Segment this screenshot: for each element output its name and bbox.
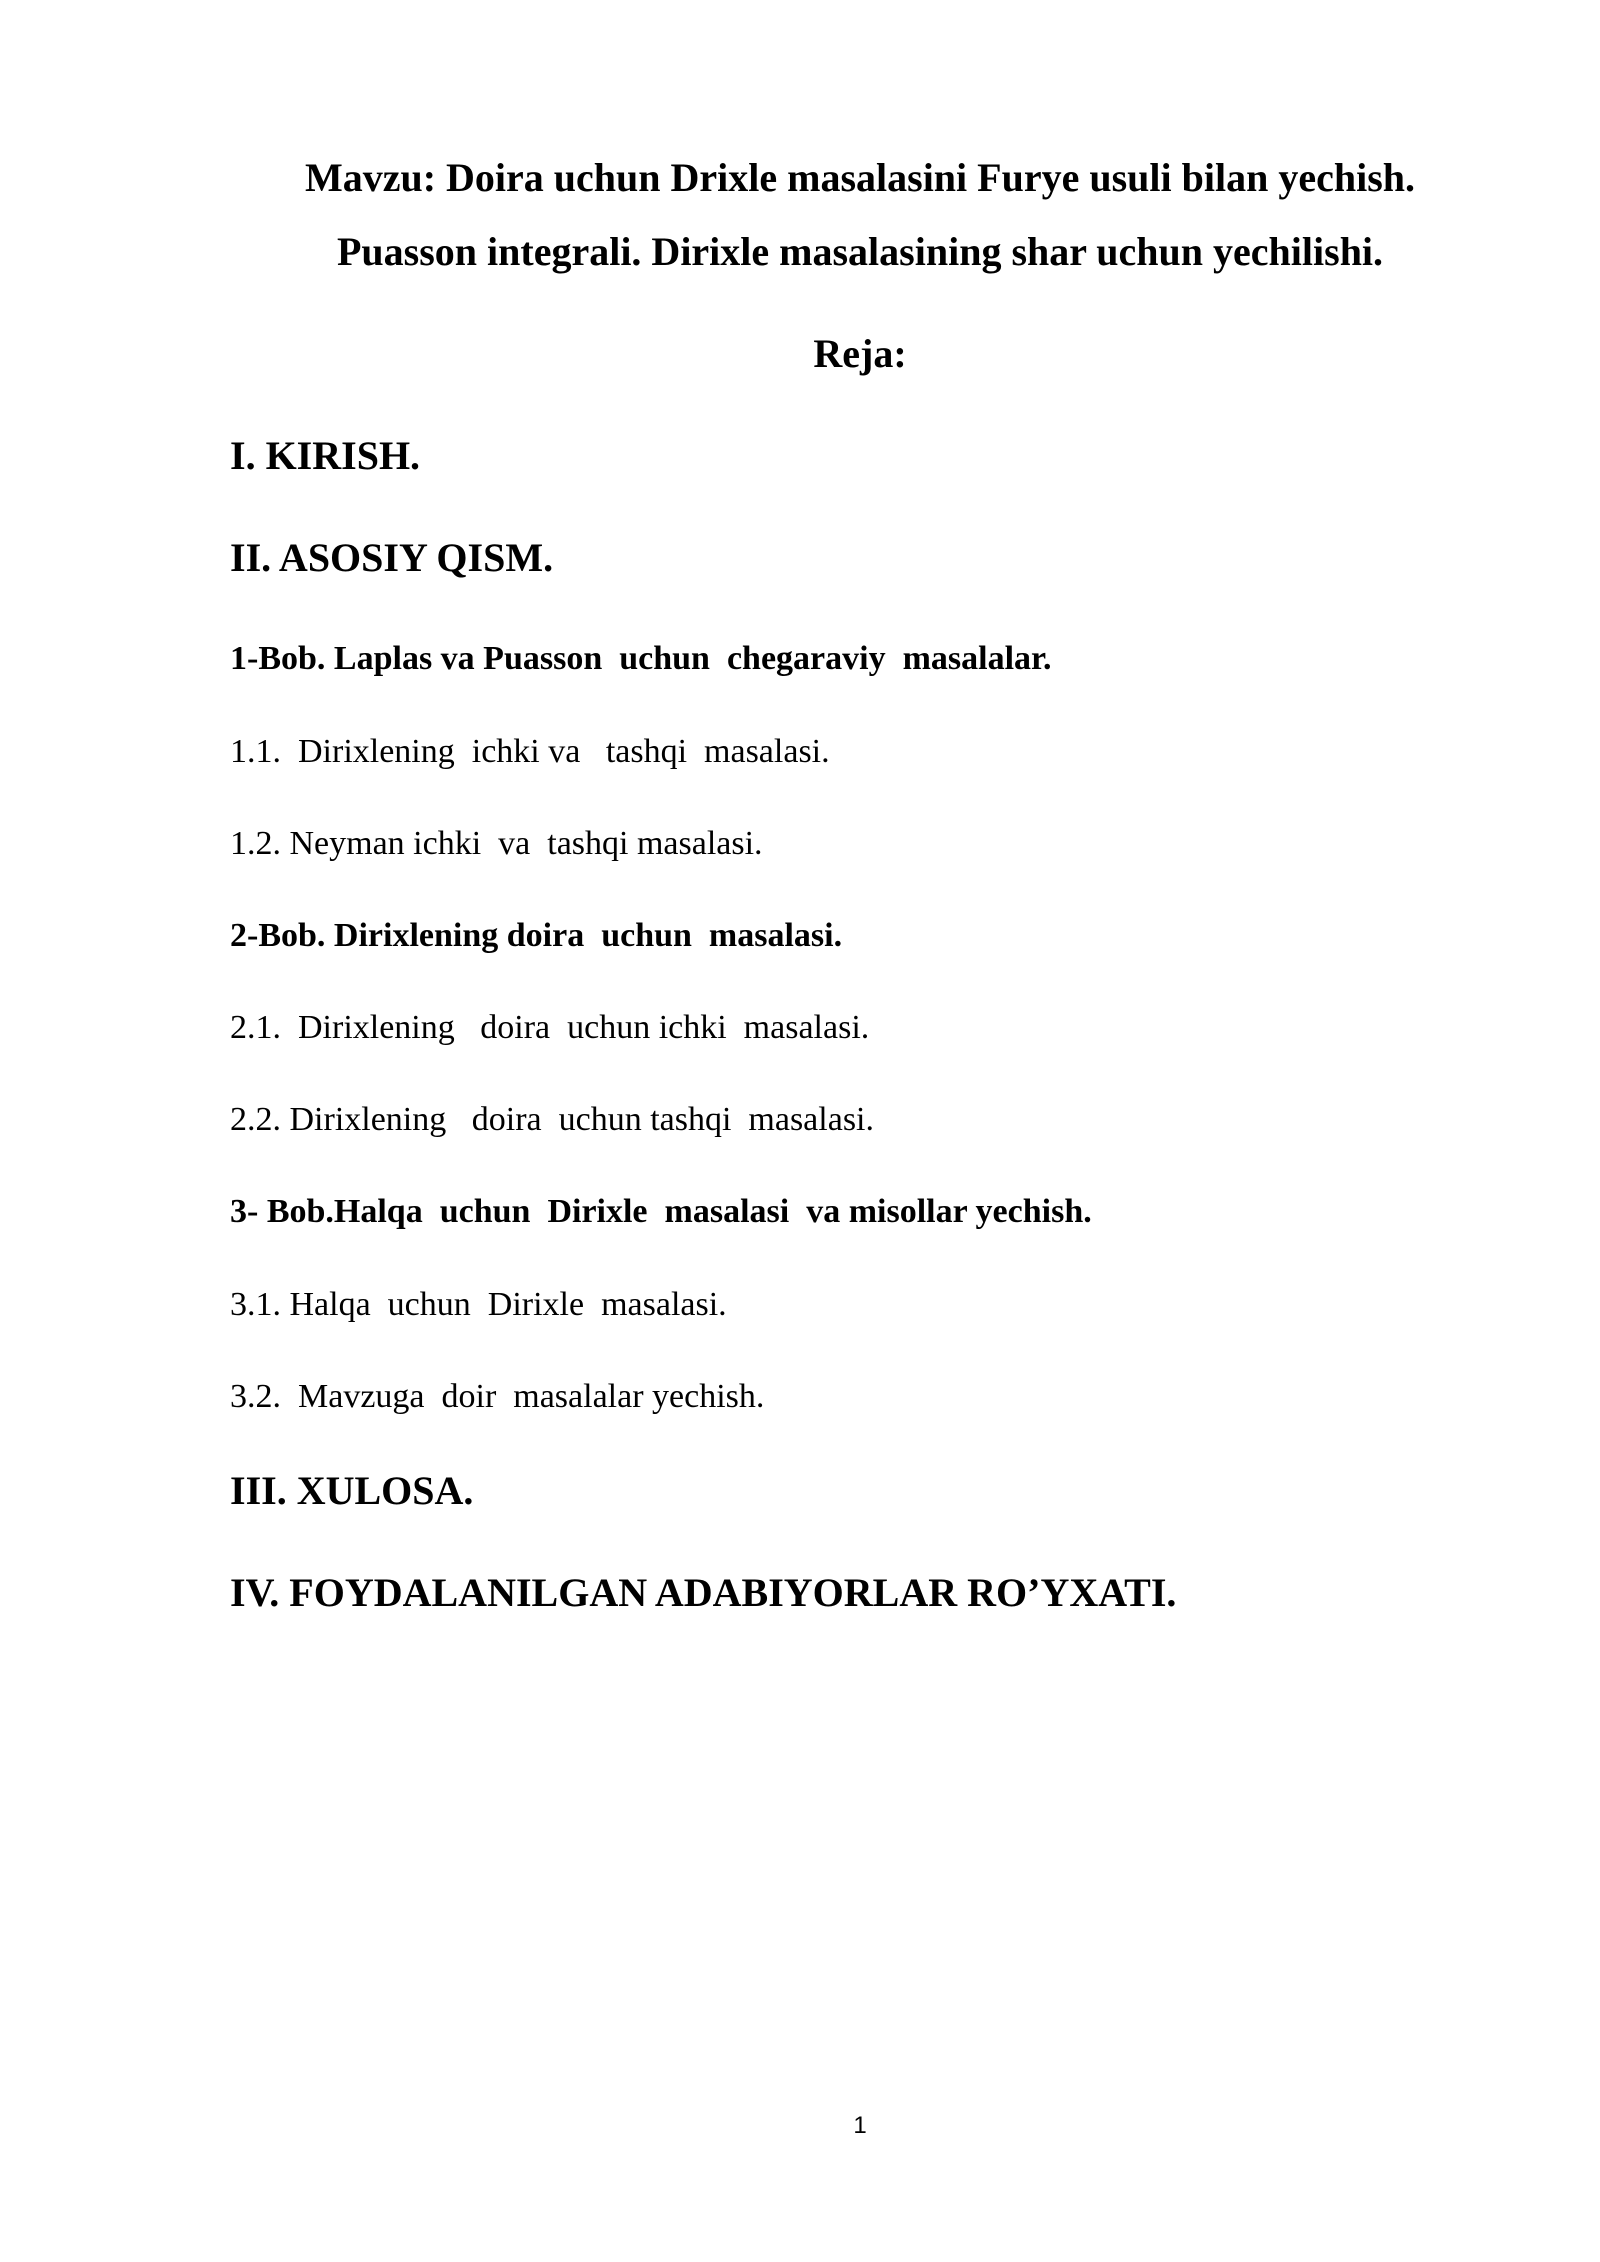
outline-subsection-1-1: 1.1. Dirixlening ichki va tashqi masalasi. bbox=[230, 733, 830, 770]
document-title-line-2: Puasson integrali. Dirixle masalasining shar uchun yechilishi. bbox=[336, 229, 1384, 274]
outline-subsection-3-1: 3.1. Halqa uchun Dirixle masalasi. bbox=[230, 1286, 727, 1323]
outline-section-introduction: I. KIRISH. bbox=[230, 433, 421, 478]
outline-subsection-2-2: 2.2. Dirixlening doira uchun tashqi masalasi. bbox=[230, 1101, 874, 1138]
outline-subsection-3-2: 3.2. Mavzuga doir masalalar yechish. bbox=[230, 1378, 765, 1415]
outline-chapter-3: 3- Bob.Halqa uchun Dirixle masalasi va misollar yechish. bbox=[230, 1193, 1092, 1230]
outline-chapter-2: 2-Bob. Dirixlening doira uchun masalasi. bbox=[230, 917, 843, 954]
outline-subsection-2-1: 2.1. Dirixlening doira uchun ichki masalasi. bbox=[230, 1009, 870, 1046]
outline-section-main-part: II. ASOSIY QISM. bbox=[230, 535, 554, 580]
outline-chapter-1: 1-Bob. Laplas va Puasson uchun chegaraviy masalalar. bbox=[230, 640, 1052, 677]
page-number: 1 bbox=[853, 2112, 867, 2139]
outline-section-conclusion: III. XULOSA. bbox=[230, 1468, 474, 1513]
document-title-line-1: Mavzu: Doira uchun Drixle masalasini Furye usuli bilan yechish. bbox=[304, 155, 1416, 200]
plan-heading: Reja: bbox=[813, 331, 907, 376]
outline-section-references: IV. FOYDALANILGAN ADABIYORLAR RO’YXATI. bbox=[230, 1570, 1177, 1615]
outline-subsection-1-2: 1.2. Neyman ichki va tashqi masalasi. bbox=[230, 825, 763, 862]
